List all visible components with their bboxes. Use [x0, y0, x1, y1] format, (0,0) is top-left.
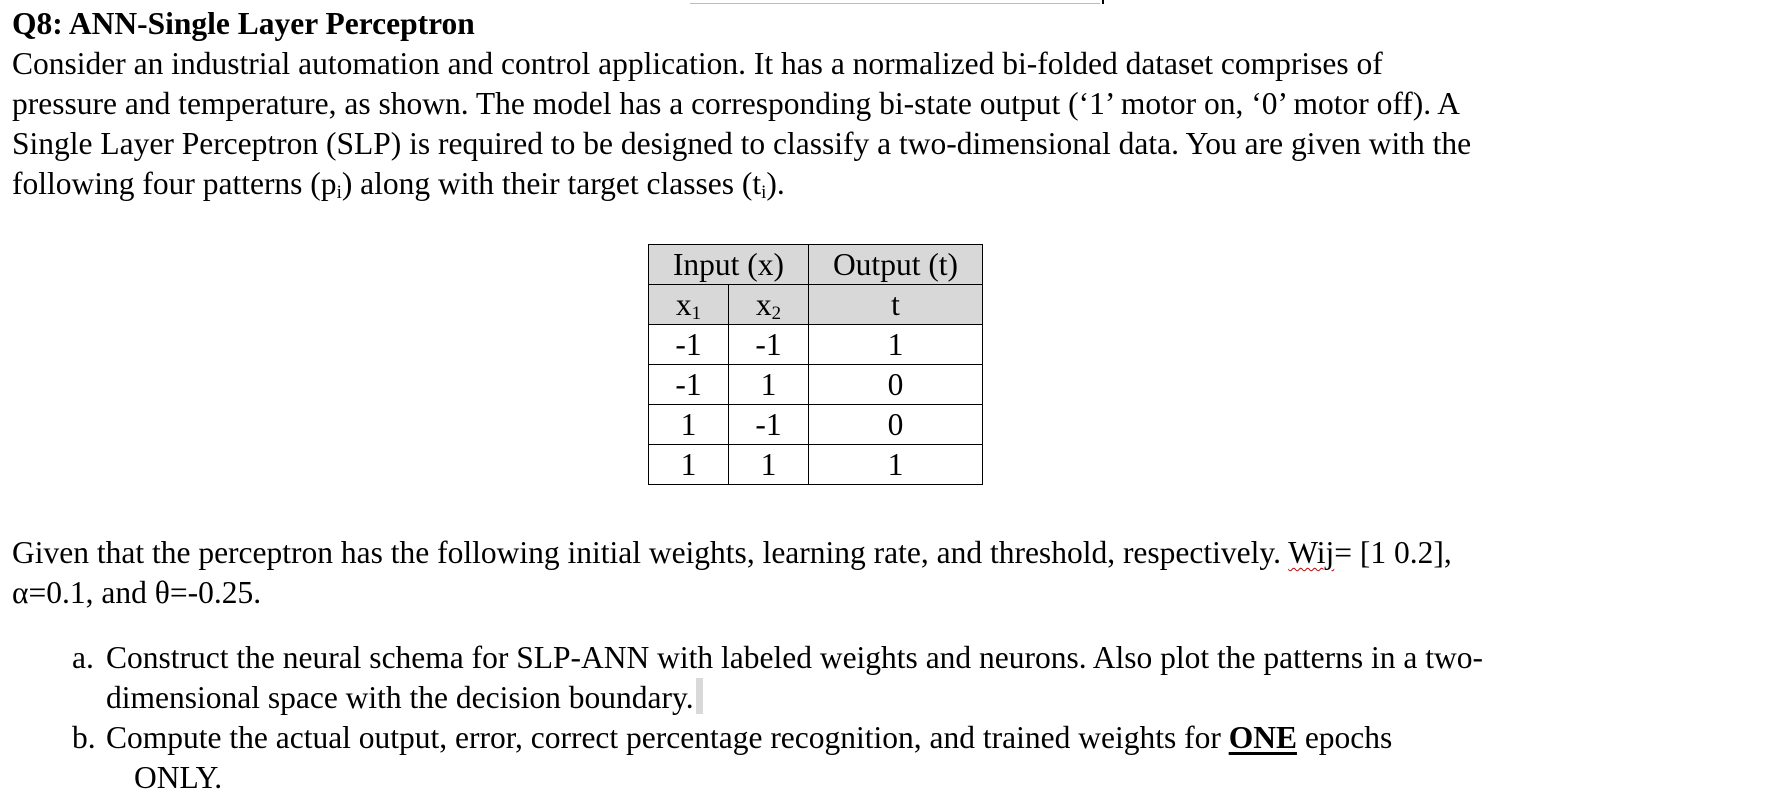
task-list: [72, 638, 1662, 798]
task-b-text: [106, 718, 1662, 798]
table-row: [649, 365, 983, 405]
cell-x1: -1: [649, 365, 729, 405]
task-a: [72, 638, 1662, 718]
task-b: [72, 718, 1662, 798]
cell-x2: 1: [729, 365, 809, 405]
patterns-table: [648, 244, 983, 485]
cell-x1: 1: [649, 405, 729, 445]
table-header-row: [649, 245, 983, 285]
intro-line-1: Consider an industrial automation and control application. It has a normalized bi-folded dataset comprises of: [12, 46, 1383, 81]
cell-x2: 1: [729, 445, 809, 485]
intro-line-3: Single Layer Perceptron (SLP) is required to be designed to classify a two-dimensional data. You are given with the: [12, 126, 1472, 161]
given-paragraph: [12, 533, 1662, 613]
subheader-t: t: [809, 285, 983, 325]
x1-base: x: [675, 287, 692, 322]
cell-x2: -1: [729, 325, 809, 365]
x2-base: x: [755, 287, 772, 322]
task-b-label: b.: [72, 720, 96, 755]
intro-line-2: pressure and temperature, as shown. The model has a corresponding bi-state output (‘1’ motor on, ‘0’ motor off). A: [12, 86, 1461, 121]
given-line-1: [12, 533, 1662, 573]
intro-line-4: [12, 164, 1662, 204]
intro-paragraph: [12, 44, 1662, 204]
cell-x2: -1: [729, 405, 809, 445]
task-b-line-2: ONLY.: [134, 760, 223, 795]
task-b-line-1-tail: epochs: [1296, 720, 1393, 755]
cell-x1: -1: [649, 325, 729, 365]
cell-t: 1: [809, 445, 983, 485]
question-body: [12, 4, 1662, 204]
header-input: Input (x): [649, 245, 809, 285]
task-a-label: a.: [72, 640, 94, 675]
task-b-line-1-text: Compute the actual output, error, correct percentage recognition, and trained weights for: [106, 720, 1229, 755]
question-title: Q8: ANN-Single Layer Perceptron: [12, 6, 475, 41]
x2-index: 2: [771, 303, 782, 324]
given-line-2: α=0.1, and θ=-0.25.: [12, 575, 262, 610]
header-output: Output (t): [809, 245, 983, 285]
subheader-x2: [729, 285, 809, 325]
given-line-1-text: Given that the perceptron has the following initial weights, learning rate, and threshold, respectively.: [12, 535, 1289, 570]
intro-line-4-part-c: ).: [766, 166, 785, 201]
task-a-line-2-text: dimensional space with the decision boundary.: [106, 680, 694, 715]
intro-line-4-part-b: ) along with their target classes (t: [341, 166, 762, 201]
cell-x1: 1: [649, 445, 729, 485]
task-a-text: [106, 638, 1662, 718]
text-cursor: [696, 678, 703, 714]
intro-line-4-part-a: following four patterns (p: [12, 166, 337, 201]
cell-t: 1: [809, 325, 983, 365]
pattern-subscript: i: [336, 182, 342, 203]
cell-t: 0: [809, 405, 983, 445]
target-subscript: i: [761, 182, 767, 203]
table-row: [649, 445, 983, 485]
task-a-line-1: Construct the neural schema for SLP-ANN with labeled weights and neurons. Also plot the patterns in a two-: [106, 640, 1483, 675]
task-b-emphasis: ONE: [1228, 720, 1297, 755]
patterns-table-grid: [648, 244, 983, 485]
weights-symbol: Wij: [1288, 535, 1335, 570]
table-row: [649, 325, 983, 365]
cell-t: 0: [809, 365, 983, 405]
x1-index: 1: [691, 303, 702, 324]
table-row: [649, 405, 983, 445]
task-a-line-2: [106, 678, 1662, 718]
table-subheader-row: [649, 285, 983, 325]
subheader-x1: [649, 285, 729, 325]
weights-value: = [1 0.2],: [1334, 535, 1452, 570]
task-b-line-1: [106, 718, 1662, 758]
